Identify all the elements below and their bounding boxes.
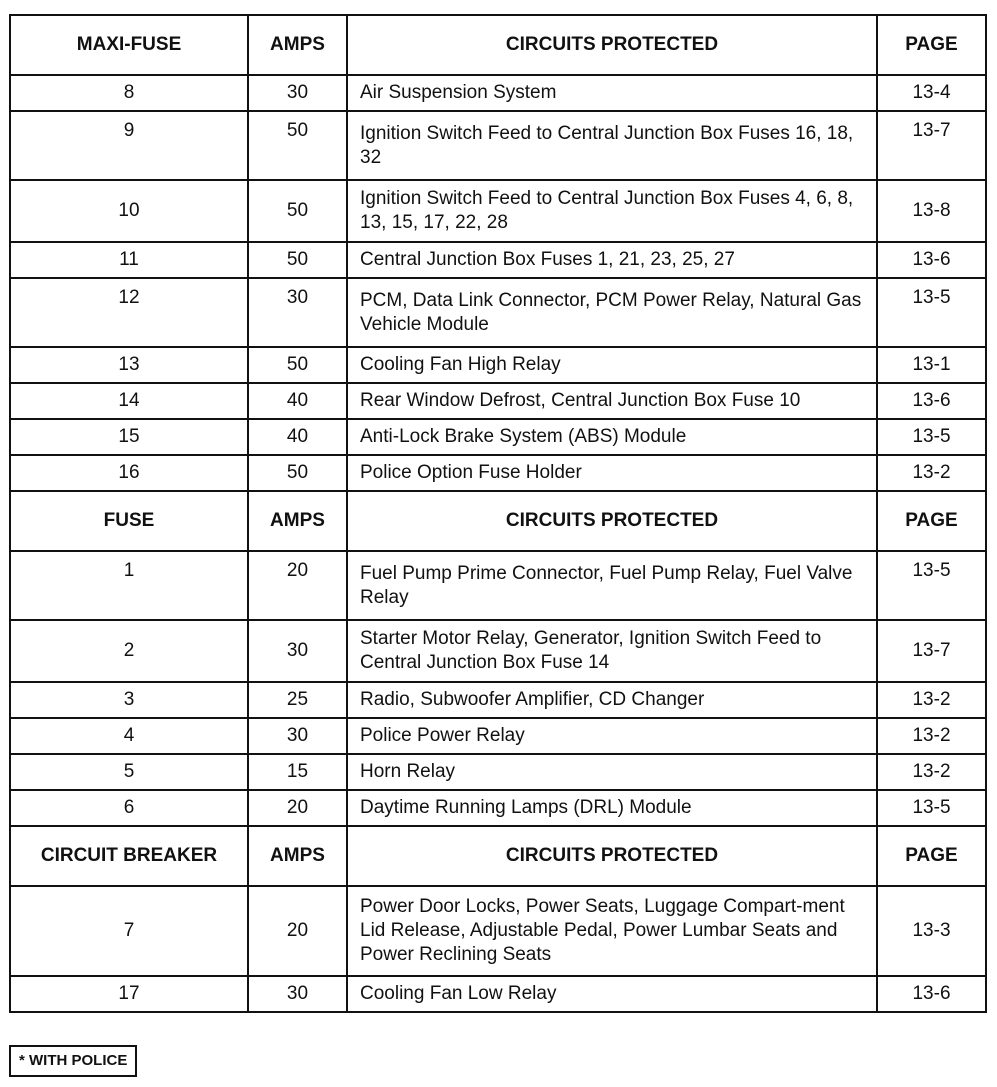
circuits-text: Daytime Running Lamps (DRL) Module xyxy=(347,790,877,826)
amps-value: 30 xyxy=(248,976,347,1012)
amps-value: 40 xyxy=(248,419,347,455)
fuse-id: 13 xyxy=(10,347,248,383)
page-ref: 13-6 xyxy=(877,383,986,419)
circuit-breaker-header-row xyxy=(10,826,986,886)
footnote-with-police: * WITH POLICE xyxy=(9,1045,137,1077)
header-amps: AMPS xyxy=(248,491,347,551)
header-id: MAXI-FUSE xyxy=(10,15,248,75)
amps-value: 50 xyxy=(248,347,347,383)
circuits-text: Ignition Switch Feed to Central Junction Box Fuses 4, 6, 8, 13, 15, 17, 22, 28 xyxy=(347,180,877,242)
fuse-table xyxy=(9,14,987,1013)
table-row xyxy=(10,754,986,790)
page-ref: 13-5 xyxy=(877,419,986,455)
table-row xyxy=(10,419,986,455)
table-row xyxy=(10,111,986,180)
table-row xyxy=(10,455,986,491)
amps-value: 50 xyxy=(248,242,347,278)
circuits-text: Anti-Lock Brake System (ABS) Module xyxy=(347,419,877,455)
page-ref: 13-7 xyxy=(877,111,986,180)
amps-value: 30 xyxy=(248,278,347,347)
page-ref: 13-2 xyxy=(877,754,986,790)
amps-value: 50 xyxy=(248,455,347,491)
fuse-id: 15 xyxy=(10,419,248,455)
page-ref: 13-6 xyxy=(877,242,986,278)
fuse-id: 16 xyxy=(10,455,248,491)
circuits-text: Police Option Fuse Holder xyxy=(347,455,877,491)
circuits-text: Rear Window Defrost, Central Junction Box Fuse 10 xyxy=(347,383,877,419)
table-row xyxy=(10,180,986,242)
circuits-text: Fuel Pump Prime Connector, Fuel Pump Relay, Fuel Valve Relay xyxy=(347,551,877,620)
page-ref: 13-2 xyxy=(877,682,986,718)
page-ref: 13-2 xyxy=(877,455,986,491)
table-row xyxy=(10,551,986,620)
page-ref: 13-7 xyxy=(877,620,986,682)
fuse-id: 1 xyxy=(10,551,248,620)
header-page: PAGE xyxy=(877,15,986,75)
table-row xyxy=(10,242,986,278)
fuse-id: 4 xyxy=(10,718,248,754)
circuits-text: Power Door Locks, Power Seats, Luggage Compart-ment Lid Release, Adjustable Pedal, Power Lumbar Seats and Power Reclining Seats xyxy=(347,886,877,976)
page-ref: 13-2 xyxy=(877,718,986,754)
table-row xyxy=(10,278,986,347)
page-ref: 13-3 xyxy=(877,886,986,976)
header-amps: AMPS xyxy=(248,826,347,886)
header-circuits: CIRCUITS PROTECTED xyxy=(347,491,877,551)
page-ref: 13-6 xyxy=(877,976,986,1012)
page-ref: 13-5 xyxy=(877,790,986,826)
fuse-id: 2 xyxy=(10,620,248,682)
maxi-fuse-header-row xyxy=(10,15,986,75)
table-row xyxy=(10,620,986,682)
fuse-id: 9 xyxy=(10,111,248,180)
amps-value: 50 xyxy=(248,180,347,242)
table-row xyxy=(10,347,986,383)
header-amps: AMPS xyxy=(248,15,347,75)
fuse-header-row xyxy=(10,491,986,551)
amps-value: 30 xyxy=(248,620,347,682)
header-id: CIRCUIT BREAKER xyxy=(10,826,248,886)
page-ref: 13-5 xyxy=(877,278,986,347)
fuse-id: 7 xyxy=(10,886,248,976)
table-row xyxy=(10,886,986,976)
amps-value: 15 xyxy=(248,754,347,790)
header-circuits: CIRCUITS PROTECTED xyxy=(347,826,877,886)
amps-value: 20 xyxy=(248,551,347,620)
page-ref: 13-5 xyxy=(877,551,986,620)
page-ref: 13-8 xyxy=(877,180,986,242)
fuse-id: 12 xyxy=(10,278,248,347)
circuits-text: Police Power Relay xyxy=(347,718,877,754)
table-row xyxy=(10,790,986,826)
fuse-id: 10 xyxy=(10,180,248,242)
circuits-text: Radio, Subwoofer Amplifier, CD Changer xyxy=(347,682,877,718)
circuits-text: Cooling Fan High Relay xyxy=(347,347,877,383)
fuse-id: 8 xyxy=(10,75,248,111)
table-row xyxy=(10,75,986,111)
page-ref: 13-4 xyxy=(877,75,986,111)
amps-value: 25 xyxy=(248,682,347,718)
circuits-text: Air Suspension System xyxy=(347,75,877,111)
page-ref: 13-1 xyxy=(877,347,986,383)
fuse-id: 5 xyxy=(10,754,248,790)
amps-value: 30 xyxy=(248,718,347,754)
header-page: PAGE xyxy=(877,826,986,886)
amps-value: 20 xyxy=(248,790,347,826)
fuse-id: 6 xyxy=(10,790,248,826)
table-row xyxy=(10,383,986,419)
circuits-text: Horn Relay xyxy=(347,754,877,790)
header-page: PAGE xyxy=(877,491,986,551)
amps-value: 20 xyxy=(248,886,347,976)
table-row xyxy=(10,718,986,754)
circuits-text: PCM, Data Link Connector, PCM Power Relay, Natural Gas Vehicle Module xyxy=(347,278,877,347)
amps-value: 40 xyxy=(248,383,347,419)
circuits-text: Starter Motor Relay, Generator, Ignition Switch Feed to Central Junction Box Fuse 14 xyxy=(347,620,877,682)
amps-value: 30 xyxy=(248,75,347,111)
circuits-text: Central Junction Box Fuses 1, 21, 23, 25, 27 xyxy=(347,242,877,278)
fuse-id: 14 xyxy=(10,383,248,419)
circuits-text: Ignition Switch Feed to Central Junction Box Fuses 16, 18, 32 xyxy=(347,111,877,180)
fuse-id: 17 xyxy=(10,976,248,1012)
amps-value: 50 xyxy=(248,111,347,180)
fuse-id: 3 xyxy=(10,682,248,718)
table-row xyxy=(10,682,986,718)
fuse-id: 11 xyxy=(10,242,248,278)
circuits-text: Cooling Fan Low Relay xyxy=(347,976,877,1012)
header-circuits: CIRCUITS PROTECTED xyxy=(347,15,877,75)
table-row xyxy=(10,976,986,1012)
header-id: FUSE xyxy=(10,491,248,551)
